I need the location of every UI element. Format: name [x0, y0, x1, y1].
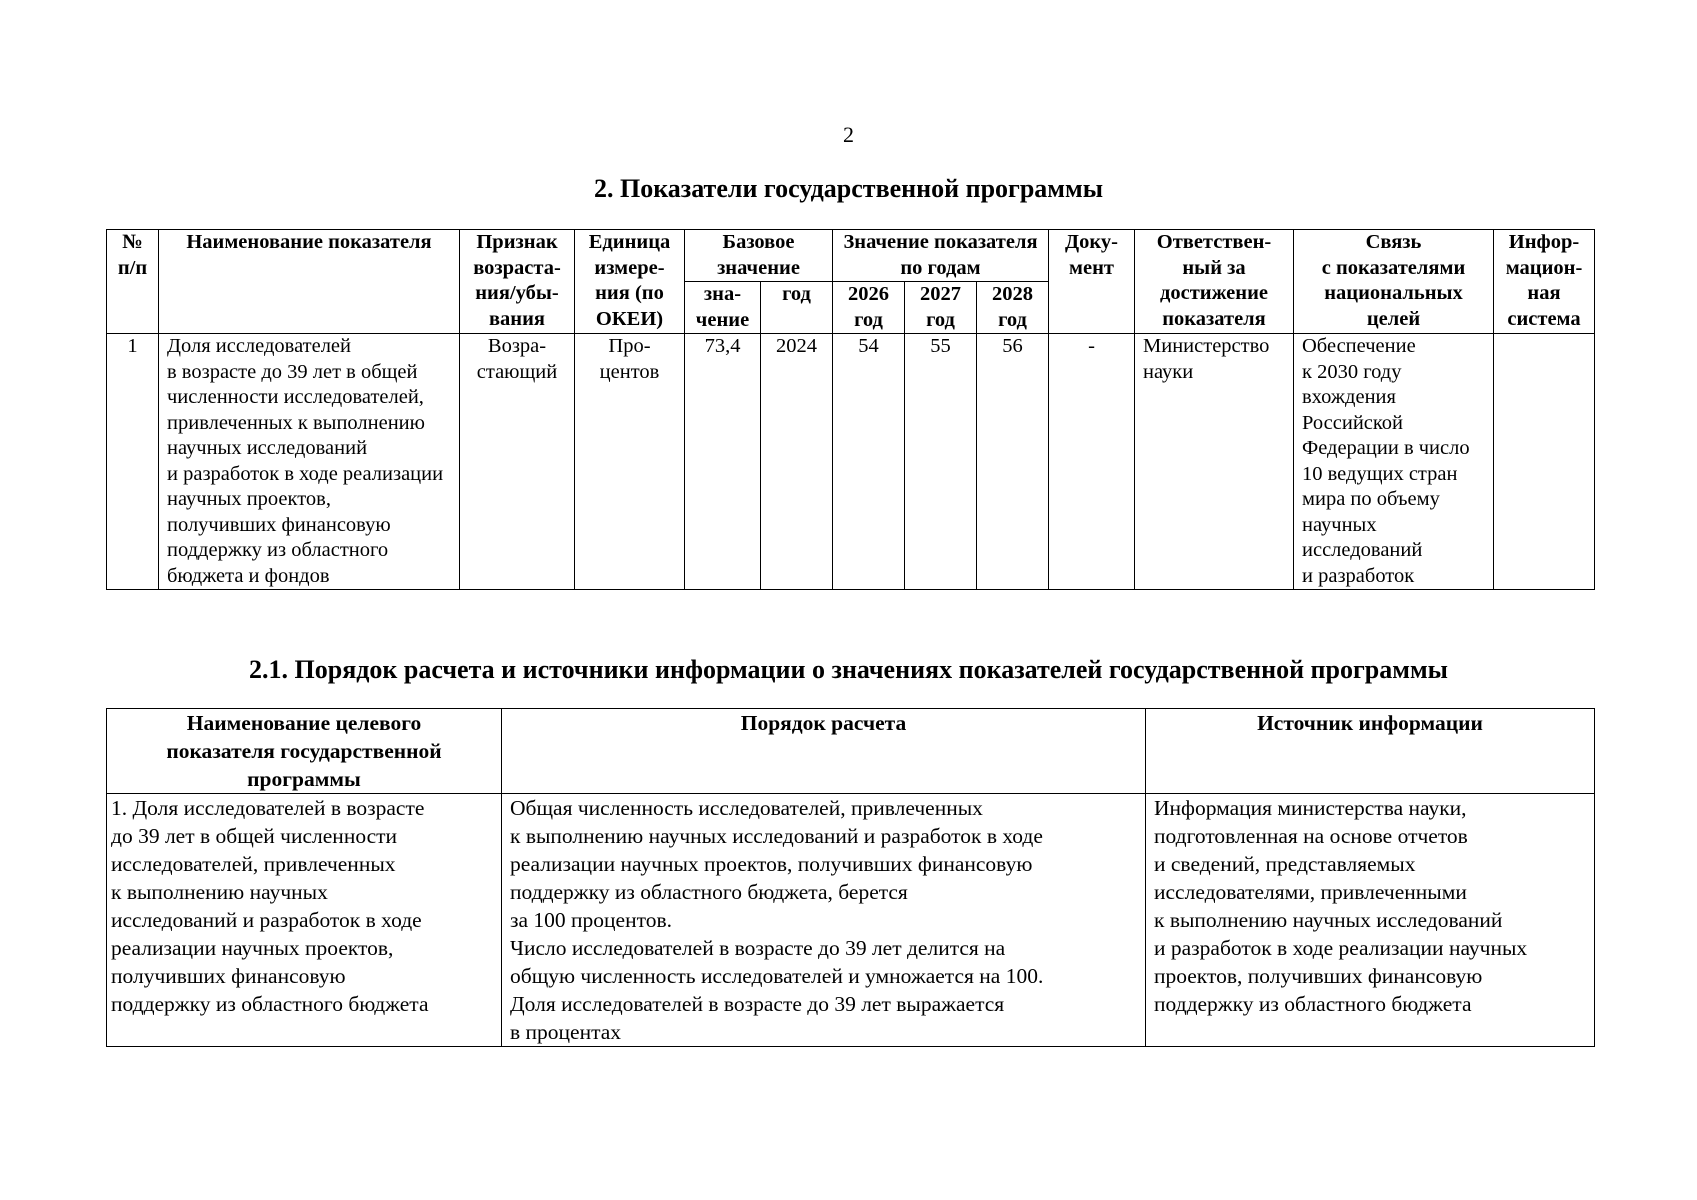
cell-2027: 55 [905, 334, 977, 590]
cell-link: Обеспечение к 2030 году вхождения Российской Федерации в число 10 ведущих стран мира по объему научных исследований и разработок [1294, 334, 1494, 590]
cell-base-value: 73,4 [685, 334, 761, 590]
header-info-system: Инфор- мацион- ная система [1494, 230, 1595, 334]
cell-document: - [1049, 334, 1135, 590]
table-row [107, 794, 1595, 1047]
calculation-table [106, 708, 1595, 1047]
header-source: Источник информации [1146, 709, 1595, 794]
header-base-value: зна- чение [685, 282, 761, 334]
section-title-calculation: 2.1. Порядок расчета и источники информации о значениях показателей государственной программы [249, 655, 1448, 684]
header-trend: Признак возраста- ния/убы- вания [460, 230, 575, 334]
page-number: 2 [843, 122, 854, 147]
cell-target-name: 1. Доля исследователей в возрасте до 39 лет в общей численности исследователей, привлеченных к выполнению научных исследований и разработок в ходе реализации научных проектов, получивших финансовую поддержку из областного бюджета [107, 794, 502, 1047]
cell-source: Информация министерства науки, подготовленная на основе отчетов и сведений, представляемых исследователями, привлеченными к выполнению научных исследований и разработок в ходе реализации научных проектов, получивших финансовую поддержку из областного бюджета [1146, 794, 1595, 1047]
header-2026: 2026 год [833, 282, 905, 334]
header-base-year: год [761, 282, 833, 334]
cell-num: 1 [107, 334, 159, 590]
cell-trend: Возра- стающий [460, 334, 575, 590]
header-responsible: Ответствен- ный за достижение показателя [1135, 230, 1294, 334]
calculation-header-row [107, 709, 1595, 794]
cell-method: Общая численность исследователей, привлеченных к выполнению научных исследований и разработок в ходе реализации научных проектов, получивших финансовую поддержку из областного бюджета, берется за 100 процентов. Число исследователей в возрасте до 39 лет делится на общую численность исследователей и умножается на 100. Доля исследователей в возрасте до 39 лет выражается в процентах [502, 794, 1146, 1047]
cell-2028: 56 [977, 334, 1049, 590]
section-title-indicators: 2. Показатели государственной программы [593, 174, 1104, 203]
indicators-table [106, 229, 1595, 590]
header-method: Порядок расчета [502, 709, 1146, 794]
header-document: Доку- мент [1049, 230, 1135, 334]
header-num: № п/п [107, 230, 159, 334]
cell-base-year: 2024 [761, 334, 833, 590]
cell-unit: Про- центов [575, 334, 685, 590]
header-name: Наименование показателя [159, 230, 460, 334]
header-target-name: Наименование целевого показателя государственной программы [107, 709, 502, 794]
header-2027: 2027 год [905, 282, 977, 334]
cell-name: Доля исследователей в возрасте до 39 лет в общей численности исследователей, привлеченных к выполнению научных исследований и разработок в ходе реализации научных проектов, получивших финансовую поддержку из областного бюджета и фондов [159, 334, 460, 590]
header-unit: Единица измере- ния (по ОКЕИ) [575, 230, 685, 334]
cell-2026: 54 [833, 334, 905, 590]
header-base: Базовое значение [685, 230, 833, 282]
indicators-header-row [107, 230, 1595, 282]
cell-responsible: Министерство науки [1135, 334, 1294, 590]
table-row [107, 334, 1595, 590]
header-by-years: Значение показателя по годам [833, 230, 1049, 282]
header-link: Связь с показателями национальных целей [1294, 230, 1494, 334]
cell-info-system [1494, 334, 1595, 590]
header-2028: 2028 год [977, 282, 1049, 334]
